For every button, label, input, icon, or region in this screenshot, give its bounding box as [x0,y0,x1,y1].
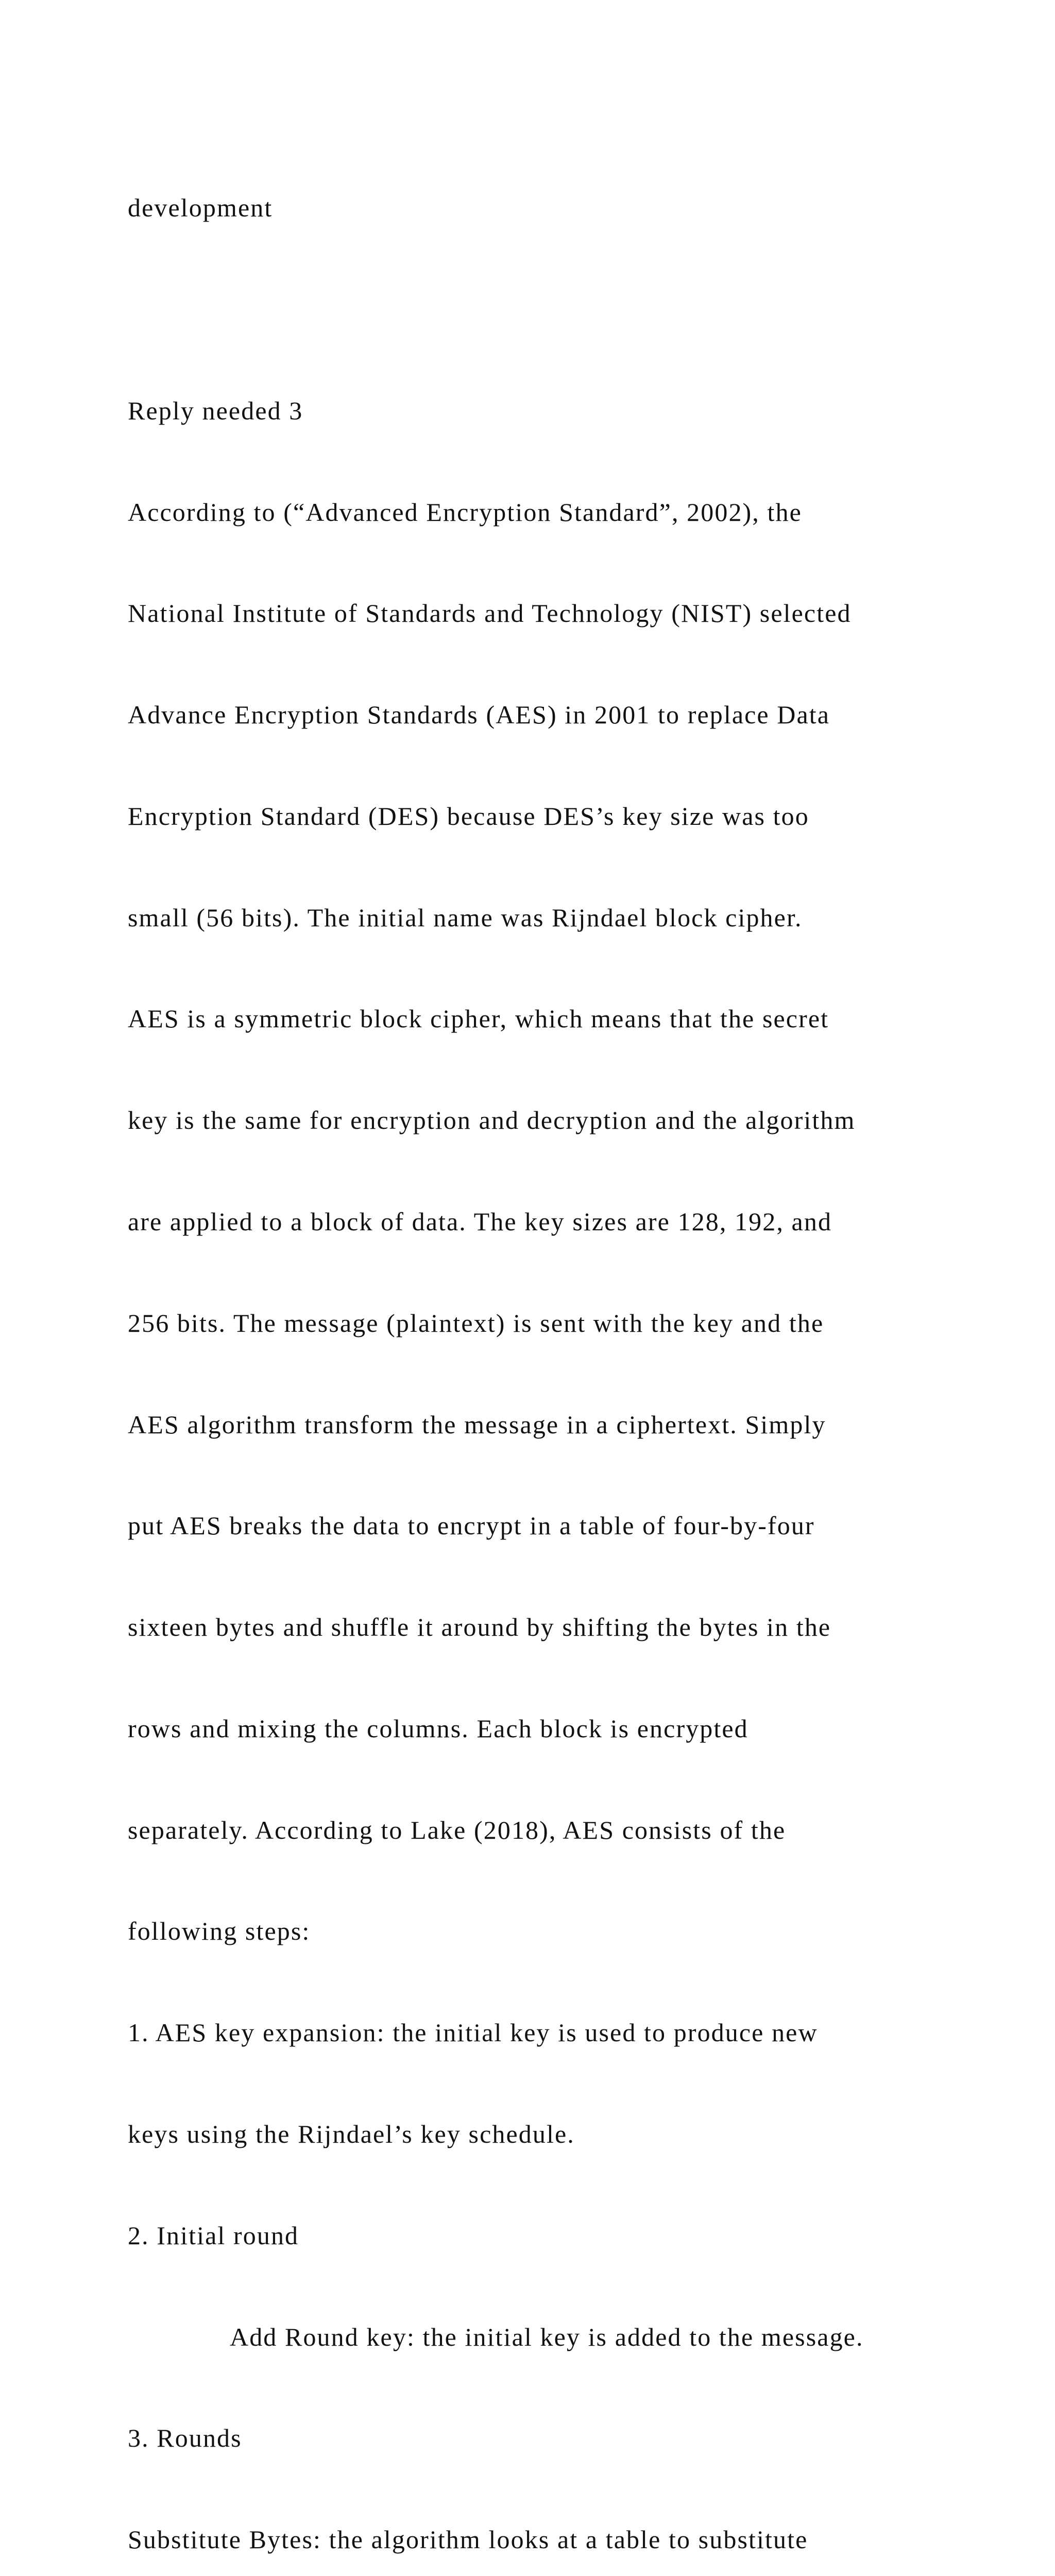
text-line: put AES breaks the data to encrypt in a table of four-by-four [128,1511,815,1540]
list-item: 1. AES key expansion: the initial key is used to produce new [128,2018,818,2047]
text-line: sixteen bytes and shuffle it around by shifting the bytes in the [128,1613,831,1642]
text-line: Substitute Bytes: the algorithm looks at a table to substitute [128,2525,808,2554]
text-line: development [128,193,273,223]
text-line: AES algorithm transform the message in a ciphertext. Simply [128,1410,826,1439]
text-line: following steps: [128,1917,311,1946]
text-line: small (56 bits). The initial name was Rijndael block cipher. [128,903,803,932]
text-line: National Institute of Standards and Technology (NIST) selected [128,599,852,628]
text-line: keys using the Rijndael’s key schedule. [128,2120,575,2149]
text-line: separately. According to Lake (2018), AES consists of the [128,1815,786,1844]
text-line: According to (“Advanced Encryption Standard”, 2002), the [128,497,802,527]
list-item: 3. Rounds [128,2424,242,2453]
section-heading: Reply needed 3 [128,396,303,425]
list-item: 2. Initial round [128,2221,299,2250]
indented-line: Add Round key: the initial key is added to the message. [230,2322,864,2351]
text-line: are applied to a block of data. The key sizes are 128, 192, and [128,1207,832,1236]
text-line: key is the same for encryption and decryption and the algorithm [128,1106,856,1135]
text-line: rows and mixing the columns. Each block is encrypted [128,1714,748,1743]
text-line: AES is a symmetric block cipher, which means that the secret [128,1004,829,1033]
document-body [128,124,983,2576]
text-line: Encryption Standard (DES) because DES’s key size was too [128,801,809,831]
blank-line [128,293,983,327]
text-line: Advance Encryption Standards (AES) in 2001 to replace Data [128,700,830,730]
text-line: 256 bits. The message (plaintext) is sent with the key and the [128,1308,824,1337]
